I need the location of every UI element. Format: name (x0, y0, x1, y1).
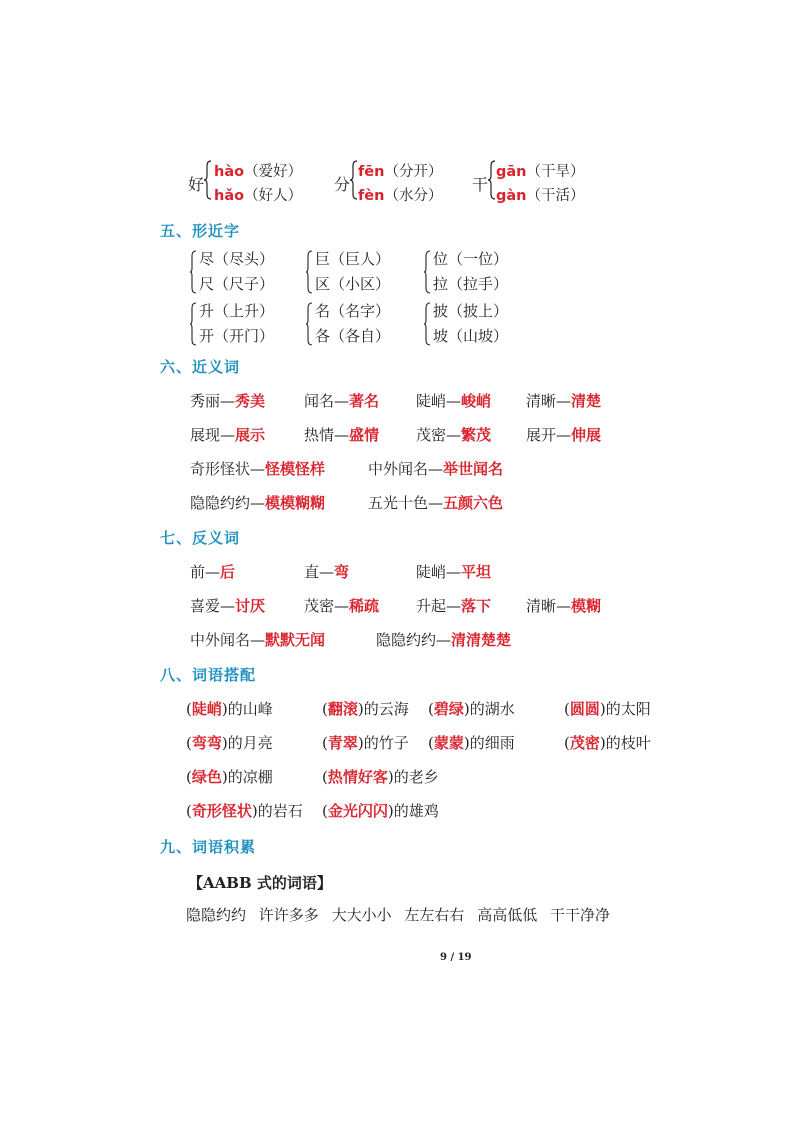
synonym-pair: 热情—盛情 (304, 426, 380, 444)
collocation-item: (茂密)的枝叶 (564, 734, 651, 752)
collocation-item: (蒙蒙)的细雨 (428, 734, 515, 752)
collocation-item: (绿色)的凉棚 (186, 768, 273, 786)
aabb-heading: 【AABB 式的词语】 (188, 874, 332, 892)
synonym-pair: 隐隐约约—模模糊糊 (190, 494, 326, 512)
synonym-pair: 清晰—清楚 (526, 392, 602, 410)
section-title-antonyms: 七、反义词 (160, 529, 241, 547)
synonym-pair: 中外闻名—举世闻名 (368, 460, 504, 478)
similar-char-item: 披（披上） (433, 302, 509, 320)
antonym-pair: 喜爱—讨厌 (190, 597, 266, 615)
synonym-pair: 展开—伸展 (526, 426, 602, 444)
similar-char-item: 坡（山坡） (433, 327, 509, 345)
collocation-item: (奇形怪状)的岩石 (186, 802, 303, 820)
similar-char-item: 名（名字） (315, 302, 391, 320)
section-title-vocabulary: 九、词语积累 (160, 838, 257, 856)
collocation-item: (翻滚)的云海 (322, 700, 409, 718)
brace-icon (306, 250, 313, 294)
section-title-similar-chars: 五、形近字 (160, 222, 241, 240)
brace-icon (190, 250, 197, 294)
collocation-item: (碧绿)的湖水 (428, 700, 515, 718)
synonym-pair: 茂密—繁茂 (416, 426, 492, 444)
synonym-pair: 陡峭—峻峭 (416, 392, 492, 410)
collocation-item: (金光闪闪)的雄鸡 (322, 802, 439, 820)
synonym-pair: 秀丽—秀美 (190, 392, 266, 410)
polyphone-line: gàn（干活） (496, 188, 585, 204)
similar-char-item: 尽（尽头） (199, 250, 275, 268)
brace-icon (350, 160, 358, 200)
polyphone-char: 好 (188, 175, 205, 194)
antonym-pair: 直—弯 (304, 563, 350, 581)
similar-char-item: 尺（尺子） (199, 275, 275, 293)
similar-char-item: 位（一位） (433, 250, 509, 268)
aabb-word: 许许多多 (258, 906, 319, 924)
antonym-pair: 前—后 (190, 563, 236, 581)
polyphone-char: 分 (334, 175, 351, 194)
aabb-word: 高高低低 (477, 906, 538, 924)
polyphone-char: 干 (472, 175, 489, 194)
polyphone-line: fèn（水分） (358, 188, 443, 204)
synonym-pair: 五光十色—五颜六色 (368, 494, 504, 512)
synonym-pair: 展现—展示 (190, 426, 266, 444)
aabb-word: 隐隐约约 (186, 906, 247, 924)
aabb-word-list (186, 904, 618, 925)
collocation-item: (热情好客)的老乡 (322, 768, 439, 786)
synonym-pair: 奇形怪状—怪模怪样 (190, 460, 326, 478)
antonym-pair: 茂密—稀疏 (304, 597, 380, 615)
page-number: 9 / 19 (440, 952, 472, 963)
aabb-word: 大大小小 (331, 906, 392, 924)
section-title-collocations: 八、词语搭配 (160, 666, 257, 684)
brace-icon (424, 302, 431, 346)
aabb-word: 干干净净 (549, 906, 610, 924)
similar-char-item: 区（小区） (315, 275, 391, 293)
similar-char-item: 开（开门） (199, 327, 275, 345)
antonym-pair: 清晰—模糊 (526, 597, 602, 615)
antonym-pair: 升起—落下 (416, 597, 492, 615)
similar-char-item: 巨（巨人） (315, 250, 391, 268)
antonym-pair: 中外闻名—默默无闻 (190, 631, 326, 649)
similar-char-item: 拉（拉手） (433, 275, 509, 293)
antonym-pair: 陡峭—平坦 (416, 563, 492, 581)
collocation-item: (陡峭)的山峰 (186, 700, 273, 718)
similar-char-item: 升（上升） (199, 302, 275, 320)
brace-icon (190, 302, 197, 346)
brace-icon (204, 160, 212, 200)
brace-icon (306, 302, 313, 346)
aabb-word: 左左右右 (404, 906, 465, 924)
similar-char-item: 各（各自） (315, 327, 391, 345)
brace-icon (488, 160, 496, 200)
polyphone-line: gān（干旱） (496, 164, 585, 180)
polyphone-line: fēn（分开） (358, 164, 443, 180)
polyphone-line: hǎo（好人） (214, 188, 303, 204)
synonym-pair: 闻名—著名 (304, 392, 380, 410)
collocation-item: (青翠)的竹子 (322, 734, 409, 752)
antonym-pair: 隐隐约约—清清楚楚 (376, 631, 512, 649)
collocation-item: (弯弯)的月亮 (186, 734, 273, 752)
brace-icon (424, 250, 431, 294)
section-title-synonyms: 六、近义词 (160, 358, 241, 376)
polyphone-line: hào（爱好） (214, 164, 303, 180)
collocation-item: (圆圆)的太阳 (564, 700, 651, 718)
